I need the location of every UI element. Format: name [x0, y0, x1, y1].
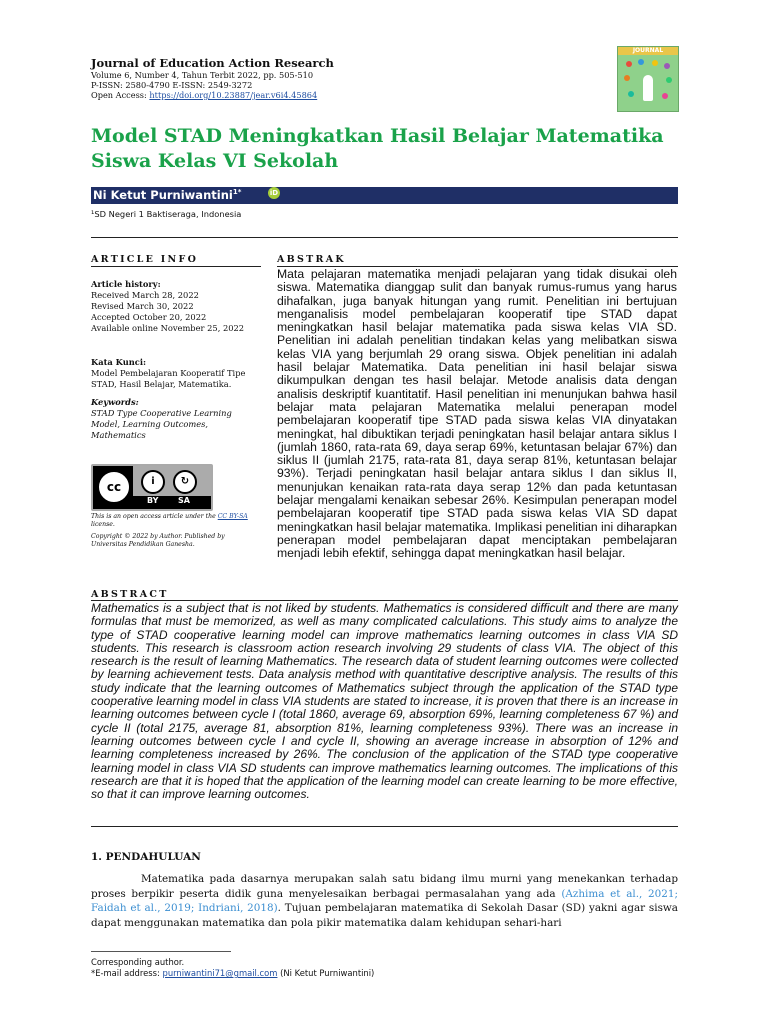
attribution-icon: i [141, 470, 165, 494]
abstrak-heading: ABSTRAK [277, 254, 346, 265]
keywords-text: STAD Type Cooperative Learning Model, Learning Outcomes, Mathematics [91, 408, 232, 440]
introduction-body [91, 872, 678, 930]
journal-meta [91, 70, 317, 100]
sa-label: SA [178, 496, 190, 505]
license-note [91, 513, 251, 529]
keywords-label: Keywords: [91, 397, 139, 407]
cc-by-sa-link[interactable]: CC BY-SA [217, 513, 248, 520]
license-note-suffix: license. [91, 521, 115, 528]
divider [91, 237, 678, 238]
author-marks: 1* [232, 188, 242, 197]
kata-kunci-label: Kata Kunci: [91, 357, 147, 367]
orcid-icon[interactable]: iD [269, 189, 279, 197]
license-note-prefix: This is an open access article under the [91, 513, 216, 520]
article-history [91, 279, 244, 334]
email-suffix: (Ni Ketut Purniwantini) [277, 968, 375, 978]
affiliation: ¹SD Negeri 1 Baktiseraga, Indonesia [91, 209, 242, 219]
received-date: Received March 28, 2022 [91, 290, 199, 300]
corresponding-email-line [91, 968, 374, 978]
kata-kunci [91, 357, 261, 390]
issn-line: P-ISSN: 2580-4790 E-ISSN: 2549-3272 [91, 80, 253, 90]
open-access-line [91, 90, 317, 100]
kata-kunci-text: Model Pembelajaran Kooperatif Tipe STAD, Hasil Belajar, Matematika. [91, 368, 246, 389]
abstract-heading: ABSTRACT [91, 589, 169, 600]
abstrak-body: Mata pelajaran matematika menjadi pelajaran yang tidak disukai oleh siswa. Matematika dianggap sulit dan banyak rumus-rumus yang harus dihafalkan, juga banyak hitungan yang rumit. Penelitian ini bertujuan menganalisis model pembelajaran kooperatif tipe STAD dapat meningkatkan hasil belajar matematika pada siswa kelas VIA SD. Penelitian ini adalah penelitian tindakan kelas yang melibatkan siswa kelas VIA yang berjumlah 29 orang siswa. Objek penelitian ini adalah hasil belajar Matematika. Data penelitian ini hasil belajar siswa dikumpulkan dengan tes hasil belajar. Metode analisis data dengan analisis deskriptif kuantitatif. Hasil penelitian ini menunjukan bahwa hasil belajar mata pelajaran Matematika melalui penerapan model pembelajaran kooperatif tipe STAD pada siswa kelas VIA dinyatakan meningkat, hal dibuktikan terjadi peningkatan hasil belajar antara siklus I (jumlah 1860, rata-rata 69, daya serap 69%, ketuntasan belajar 67%) dan siklus II (jumlah 2175, rata-rata 81, daya serap 81%, ketuntasan belajar 93%). Terjadi peningkatan hasil belajar antara siklus I dan siklus II, menunjukan kenaikan rata-rata daya serap 12% dan pada ketuntasan belajar mengalami kenaikan sebesar 26%. Kesimpulan penerapan model pembelajaran kooperatif tipe STAD pada siswa kelas VIA SD dapat meningkatkan hasil belajar matematika. Implikasi penelitian ini diharapkan penerapan model pembelajaran dapat menciptakan pembelajaran menjadi lebih efektif, sehingga dapat meningkatkan hasil belajar. [277, 267, 677, 561]
intro-text-2: . Tujuan pembelajaran matematika di Sekolah Dasar (SD) yakni agar siswa dapat menggunakan matematika dan pola pikir matematika dalam kehidupan sehari-hari [91, 902, 679, 929]
author-name [93, 188, 241, 202]
cover-title: JOURNAL [618, 47, 678, 55]
volume-line: Volume 6, Number 4, Tahun Terbit 2022, pp. 505-510 [91, 70, 314, 80]
citation-link[interactable]: (Azhima et al., 2021; Faidah et al., 2019; Indriani, 2018) [91, 887, 678, 914]
abstract-body: Mathematics is a subject that is not liked by students. Mathematics is considered difficult and there are many formulas that must be memorized, as well as many complicated calculations. This study aims to analyze the type of STAD cooperative learning model can improve mathematics learning outcomes in class VIA SD students. This research is classroom action research involving 29 students of class VIA. The object of this research is the result of learning Mathematics. The research data of student learning outcomes were collected by learning achievement tests. Data analysis method with quantitative descriptive analysis. The results of this study indicate that the learning outcomes of Mathematics subject through the application of the STAD type cooperative learning model in class VIA students are stated to increase, it is proven that there is an increase in learning outcomes between cycle I (total 1860, average 69, absorption 69%, learning completeness 67 %) and cycle II (total 2175, average 81, absorption 81%, learning completeness 93%). There was an increase in learning outcomes between cycle I and cycle II, showing an average increase in absorption of 12% and learning completeness increased by 26%. The conclusion of the application of the STAD type cooperative learning model in class VIA SD students can improve mathematics learning outcomes. The implications of this research are that it is hoped that the application of the learning model can create learning to be more effective, so that it can improve learning outcomes. [91, 601, 678, 802]
open-access-label: Open Access: [91, 90, 150, 100]
article-info-heading: ARTICLE INFO [91, 254, 199, 265]
journal-cover-image [617, 46, 679, 112]
history-label: Article history: [91, 279, 161, 289]
pendahuluan-heading: 1. PENDAHULUAN [91, 851, 201, 863]
copyright: Copyright © 2022 by Author. Published by Universitas Pendidikan Ganesha. [91, 533, 225, 548]
email-link[interactable]: purniwantini71@gmail.com [162, 968, 278, 978]
cc-by-sa-badge[interactable] [91, 464, 213, 511]
doi-link[interactable]: https://doi.org/10.23887/jear.v6i4.45864 [149, 90, 318, 100]
keywords [91, 397, 261, 441]
accepted-date: Accepted October 20, 2022 [91, 312, 207, 322]
share-alike-icon: ↻ [173, 470, 197, 494]
author-name-text: Ni Ketut Purniwantini [93, 188, 233, 202]
email-prefix: *E-mail address: [91, 968, 163, 978]
corresponding-author-label: Corresponding author. [91, 957, 185, 967]
journal-name: Journal of Education Action Research [91, 56, 334, 70]
intro-text-1: Matematika pada dasarnya merupakan salah satu bidang ilmu murni yang menekankan terhadap proses berpikir peserta didik guna menyelesaikan berbagai permasalahan yang ada [91, 873, 678, 900]
divider [91, 826, 678, 827]
available-date: Available online November 25, 2022 [91, 323, 245, 333]
divider [91, 266, 261, 267]
article-title: Model STAD Meningkatkan Hasil Belajar Matematika Siswa Kelas VI Sekolah [91, 125, 664, 172]
revised-date: Revised March 30, 2022 [91, 301, 194, 311]
divider [91, 951, 231, 952]
cc-icon: cc [97, 470, 131, 504]
by-label: BY [147, 496, 159, 505]
